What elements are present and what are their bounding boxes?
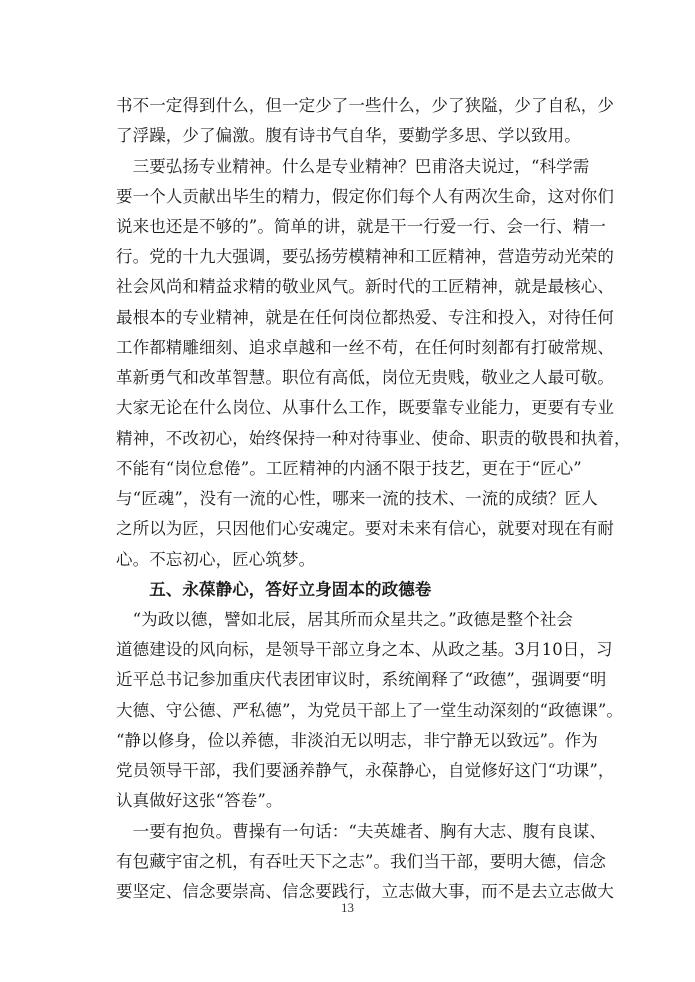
text-line: 有包藏宇宙之机，有吞吐天下之志”。我们当干部，要明大德，信念 <box>116 851 606 871</box>
text-line: 行。党的十九大强调，要弘扬劳模精神和工匠精神，营造劳动光荣的 <box>116 247 614 267</box>
text-line: 一要有抱负。曹操有一句话：“夫英雄者、胸有大志、腹有良谋、 <box>116 821 606 841</box>
text-line: 书不一定得到什么，但一定少了一些什么，少了狭隘，少了自私，少 <box>116 96 614 115</box>
text-line: 说来也还是不够的”。简单的讲，就是干一行爱一行、会一行、精一 <box>116 216 606 236</box>
text-line: 要坚定、信念要崇高、信念要践行，立志做大事，而不是去立志做大 <box>116 882 614 901</box>
text-line: 认真做好这张“答卷”。 <box>116 791 283 811</box>
text-line: 大家无论在什么岗位、从事什么工作，既要靠专业能力，更要有专业 <box>116 398 614 418</box>
text-line: 党员领导干部，我们要涵养静气，永葆静心，自觉修好这门“功课”， <box>116 761 615 781</box>
text-line: 社会风尚和精益求精的敬业风气。新时代的工匠精神，就是最核心、 <box>116 277 614 297</box>
text-line: 三要弘扬专业精神。什么是专业精神？巴甫洛夫说过，“科学需 <box>116 156 590 176</box>
text-line: “静以修身，俭以养德，非淡泊无以明志，非宁静无以致远”。作为 <box>116 730 598 750</box>
text-line: 之所以为匠，只因他们心安魂定。要对未来有信心，就要对现在有耐 <box>116 519 614 539</box>
text-line: 了浮躁，少了偏激。腹有诗书气自华，要勤学多思、学以致用。 <box>116 126 581 146</box>
text-line: 道德建设的风向标，是领导干部立身之本、从政之基。3月10日，习 <box>116 640 613 660</box>
text-line: 不能有“岗位怠倦”。工匠精神的内涵不限于技艺，更在于“匠心” <box>116 458 582 478</box>
page-number: 13 <box>341 900 354 915</box>
text-line: 工作都精雕细刻、追求卓越和一丝不苟，在任何时刻都有打破常规、 <box>116 337 614 357</box>
text-line: 精神，不改初心，始终保持一种对待事业、使命、职责的敬畏和执着， <box>116 428 631 448</box>
text-line: 心。不忘初心，匠心筑梦。 <box>116 549 316 569</box>
text-line: 近平总书记参加重庆代表团审议时，系统阐释了“政德”，强调要“明 <box>116 670 607 690</box>
text-line: “为政以德，譬如北辰，居其所而众星共之。”政德是整个社会 <box>116 609 574 629</box>
text-line: 与“匠魂”，没有一流的心性，哪来一流的技术、一流的成绩？匠人 <box>116 489 598 508</box>
section-heading: 五、永葆静心，答好立身固本的政德卷 <box>116 579 432 599</box>
text-line: 大德、守公德、严私德”，为党员干部上了一堂生动深刻的“政德课”。 <box>116 700 624 720</box>
text-line: 最根本的专业精神，就是在任何岗位都热爱、专注和投入，对待任何 <box>116 307 614 327</box>
text-line: 革新勇气和改革智慧。职位有高低，岗位无贵贱，敬业之人最可敬。 <box>116 368 614 388</box>
text-line: 要一个人贡献出毕生的精力，假定你们每个人有两次生命，这对你们 <box>116 186 614 206</box>
